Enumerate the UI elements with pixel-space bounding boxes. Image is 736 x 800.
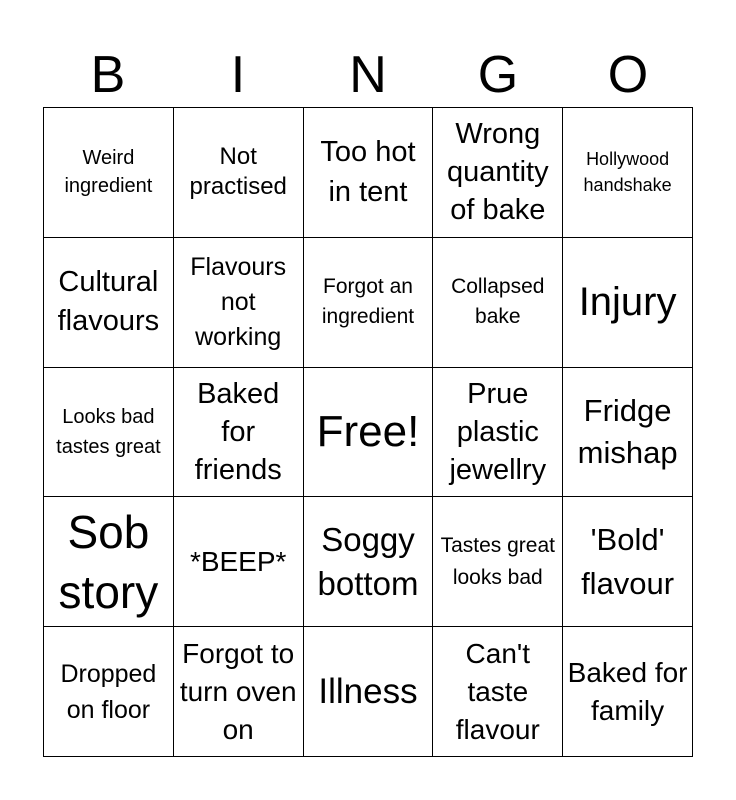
bingo-cell[interactable] [433,108,563,238]
bingo-grid [43,107,693,757]
bingo-cell[interactable] [433,238,563,368]
cell-text: Wrong quantity of bake [447,118,549,227]
bingo-cell[interactable] [44,108,174,238]
cell-text: Looks bad tastes great [56,405,161,458]
bingo-cell[interactable] [304,238,434,368]
bingo-header [43,46,693,104]
cell-text: 'Bold' flavour [581,521,675,601]
bingo-cell[interactable] [563,497,693,627]
bingo-cell[interactable] [433,627,563,757]
bingo-cell[interactable] [304,368,434,498]
cell-text: Injury [578,280,677,325]
cell-text: Baked for family [567,656,688,726]
cell-text: Illness [318,671,418,711]
header-letter-n: N [349,46,387,104]
bingo-cell[interactable] [304,627,434,757]
header-letter-b: B [90,46,126,104]
bingo-cell[interactable] [563,368,693,498]
cell-text: Fridge mishap [577,392,678,470]
cell-text: Flavours not working [190,252,287,351]
bingo-cell[interactable] [44,368,174,498]
cell-text: Forgot an ingredient [321,275,415,329]
bingo-cell[interactable] [433,497,563,627]
bingo-cell[interactable] [44,238,174,368]
header-letter-i: I [230,46,246,104]
cell-text: Too hot in tent [320,136,416,209]
cell-text: Free! [316,406,420,456]
bingo-cell[interactable] [44,627,174,757]
bingo-cell[interactable] [563,108,693,238]
cell-text: Prue plastic jewellry [449,377,547,486]
bingo-cell[interactable] [174,368,304,498]
cell-text: Tastes great looks bad [440,533,555,589]
bingo-cell[interactable] [304,108,434,238]
bingo-cell[interactable] [174,497,304,627]
cell-text: Not practised [189,143,287,201]
bingo-cell[interactable] [44,497,174,627]
bingo-cell[interactable] [563,627,693,757]
header-letter-g: G [477,46,519,104]
bingo-cell[interactable] [174,238,304,368]
bingo-cell[interactable] [304,497,434,627]
cell-text: Sob story [58,505,159,618]
cell-text: Weird ingredient [64,147,153,198]
cell-text: Collapsed bake [451,275,545,329]
cell-text: Can't taste flavour [455,637,540,745]
cell-text: *BEEP* [189,545,287,577]
header-letter-o: O [607,46,649,104]
cell-text: Soggy bottom [317,520,419,602]
cell-text: Forgot to turn oven on [179,637,297,745]
cell-text: Cultural flavours [57,266,160,338]
bingo-cell[interactable] [174,627,304,757]
cell-text: Baked for friends [194,377,282,486]
bingo-cell[interactable] [174,108,304,238]
cell-text: Dropped on floor [60,659,157,724]
bingo-cell[interactable] [433,368,563,498]
bingo-cell[interactable] [563,238,693,368]
cell-text: Hollywood handshake [583,149,672,196]
